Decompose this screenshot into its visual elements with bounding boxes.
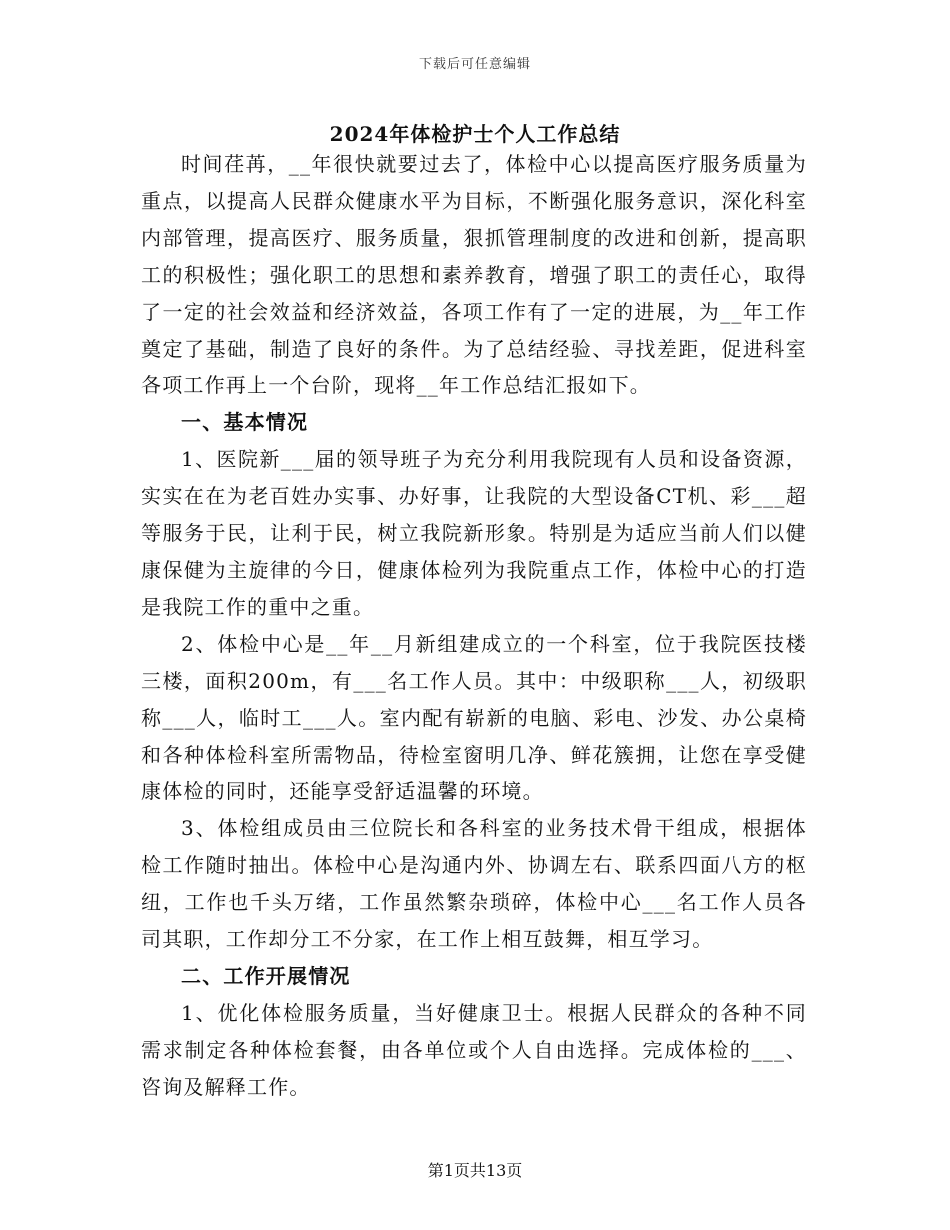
intro-paragraph: 时间荏苒，__年很快就要过去了，体检中心以提高医疗服务质量为重点，以提高人民群众健康水平为目标，不断强化服务意识，深化科室内部管理，提高医疗、服务质量，狠抓管理制度的改进和创新，提高职工的积极性；强化职工的思想和素养教育，增强了职工的责任心，取得了一定的社会效益和经济效益，各项工作有了一定的进展，为__年工作奠定了基础，制造了良好的条件。为了总结经验、寻找差距，促进科室各项工作再上一个台阶，现将__年工作总结汇报如下。 xyxy=(141,152,807,398)
section-heading-basic: 一、基本情况 xyxy=(181,410,309,435)
document-body xyxy=(141,146,807,1106)
section-heading-work: 二、工作开展情况 xyxy=(181,963,351,988)
work-paragraph-1: 1、优化体检服务质量，当好健康卫士。根据人民群众的各种不同需求制定各种体检套餐，由各单位或个人自由选择。完成体检的___、咨询及解释工作。 xyxy=(141,1000,807,1099)
basic-paragraph-2: 2、体检中心是__年__月新组建成立的一个科室，位于我院医技楼三楼，面积200m，有___名工作人员。其中：中级职称___人，初级职称___人，临时工___人。室内配有崭新的电脑、彩电、沙发、办公桌椅和各种体检科室所需物品，待检室窗明几净、鲜花簇拥，让您在享受健康体检的同时，还能享受舒适温馨的环境。 xyxy=(141,631,807,804)
document-title: 2024年体检护士个人工作总结 xyxy=(329,122,621,146)
basic-paragraph-3: 3、体检组成员由三位院长和各科室的业务技术骨干组成，根据体检工作随时抽出。体检中心是沟通内外、协调左右、联系四面八方的枢纽，工作也千头万绪，工作虽然繁杂琐碎，体检中心___名工作人员各司其职，工作却分工不分家，在工作上相互鼓舞，相互学习。 xyxy=(141,816,807,952)
header-note: 下载后可任意编辑 xyxy=(418,57,531,72)
page-footer: 第1页共13页 xyxy=(427,1161,523,1180)
basic-paragraph-1: 1、医院新___届的领导班子为充分利用我院现有人员和设备资源，实实在在为老百姓办实事、办好事，让我院的大型设备CT机、彩___超等服务于民，让利于民，树立我院新形象。特别是为适应当前人们以健康保健为主旋律的今日，健康体检列为我院重点工作，体检中心的打造是我院工作的重中之重。 xyxy=(141,447,807,619)
